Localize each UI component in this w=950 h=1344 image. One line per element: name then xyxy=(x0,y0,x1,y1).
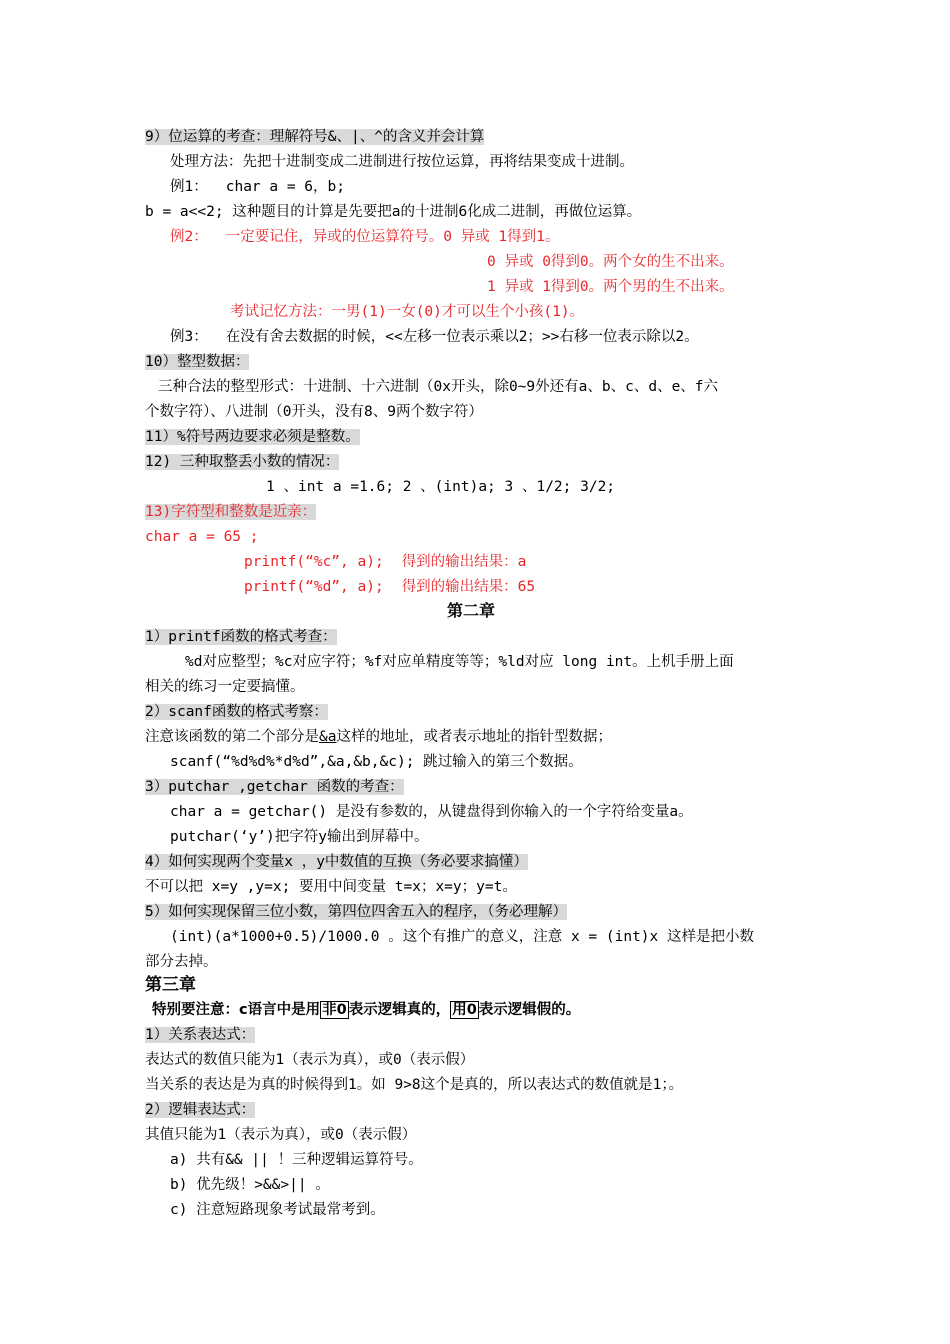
section-9-method: 处理方法：先把十进制变成二进制进行按位运算，再将结果变成十进制。 xyxy=(170,154,634,170)
section-10-line2: 个数字符）、八进制（0开头，没有8、9两个数字符） xyxy=(145,404,483,420)
ch2-q4-heading-text: 4）如何实现两个变量x ，y中数值的互换（务必要求搞懂） xyxy=(145,854,528,870)
ch2-q1-line2: 相关的练习一定要搞懂。 xyxy=(145,679,305,695)
printf-int-code: printf(“%d”, a); xyxy=(244,579,384,595)
chapter-3-title: 第三章 xyxy=(145,975,196,995)
ch2-q1-heading-text: 1）printf函数的格式考查： xyxy=(145,629,337,645)
ch3-note-part-a: 特别要注意：c语言中是用 xyxy=(152,1002,321,1018)
ch2-q3-heading-text: 3）putchar ,getchar 函数的考查： xyxy=(145,779,404,795)
example-1-code: char a = 6，b; xyxy=(225,179,345,195)
ch2-q2-line1 xyxy=(145,727,612,747)
ch3-note-part-c: 表示逻辑假的。 xyxy=(478,1002,581,1018)
ch3-note-box-nonzero: 非0 xyxy=(322,1002,347,1018)
ch3-r2-line1: 其值只能为1（表示为真），或0（表示假） xyxy=(145,1127,417,1143)
ch3-r2-heading-text: 2）逻辑表达式： xyxy=(145,1102,256,1118)
ch2-q2-heading-text: 2）scanf函数的格式考察： xyxy=(145,704,328,720)
example-2-label: 例2： xyxy=(170,229,208,245)
memory-tip: 考试记忆方法：一男(1)一女(0)才可以生个小孩(1)。 xyxy=(230,304,585,320)
ch3-note-box-zero: 用0 xyxy=(452,1002,477,1018)
printf-int-line xyxy=(244,577,535,597)
printf-char-line xyxy=(244,552,526,572)
ch2-q2-line1-pre: 注意该函数的第二个部分是 xyxy=(145,729,319,745)
section-9-heading-text: 9）位运算的考查：理解符号&、|、^的含义并会计算 xyxy=(145,129,485,145)
ch3-item-b: b) 优先级！>&&>|| 。 xyxy=(170,1177,330,1193)
example-2 xyxy=(170,227,559,247)
ch2-q5-line1: (int)(a*1000+0.5)/1000.0 。这个有推广的意义，注意 x = (int)x 这样是把小数 xyxy=(170,929,754,945)
ch2-q1-heading xyxy=(145,627,337,647)
ch3-r1-line1: 表达式的数值只能为1（表示为真），或0（表示假） xyxy=(145,1052,475,1068)
ch2-q3-line1: char a = getchar() 是没有参数的，从键盘得到你输入的一个字符给变量a。 xyxy=(170,804,693,820)
section-13-heading-text: 13)字符型和整数是近亲： xyxy=(145,504,317,520)
printf-char-code: printf(“%c”, a); xyxy=(244,554,384,570)
ch2-q2-line2: scanf(“%d%d%*d%d”,&a,&b,&c); 跳过输入的第三个数据。 xyxy=(170,754,583,770)
ch2-q3-heading xyxy=(145,777,404,797)
example-2-line3: 1 异或 1得到0。两个男的生不出来。 xyxy=(487,279,734,295)
ch2-q2-line1-underlined: &a xyxy=(319,729,337,745)
example-3 xyxy=(170,327,699,347)
ch3-important-note xyxy=(152,1000,580,1020)
example-1-label: 例1： xyxy=(170,179,208,195)
example-1 xyxy=(170,177,345,197)
section-11-heading-text: 11）%符号两边要求必须是整数。 xyxy=(145,429,360,445)
ch2-q2-line1-post: 这样的地址，或者表示地址的指针型数据； xyxy=(336,729,612,745)
ch2-q4-heading xyxy=(145,852,528,872)
ch3-item-a: a) 共有&& || ！三种逻辑运算符号。 xyxy=(170,1152,423,1168)
ch2-q2-heading xyxy=(145,702,328,722)
section-9-heading xyxy=(145,127,484,147)
example-3-label: 例3： xyxy=(170,329,208,345)
example-1-line2: b = a<<2; 这种题目的计算是先要把a的十进制6化成二进制，再做位运算。 xyxy=(145,204,642,220)
section-12-heading xyxy=(145,452,339,472)
section-12-heading-text: 12) 三种取整丢小数的情况： xyxy=(145,454,340,470)
ch2-q1-line1: %d对应整型；%c对应字符；%f对应单精度等等；%ld对应 long int。上机手册上面 xyxy=(185,654,734,670)
section-13-decl: char a = 65 ; xyxy=(145,529,259,545)
section-12-cases: 1 、int a =1.6; 2 、(int)a; 3 、1/2; 3/2; xyxy=(266,479,616,495)
ch3-note-part-b: 表示逻辑真的， xyxy=(348,1002,451,1018)
section-13-heading xyxy=(145,502,316,522)
ch2-q5-heading-text: 5）如何实现保留三位小数，第四位四舍五入的程序，（务必理解） xyxy=(145,904,567,920)
ch3-r1-heading-text: 1）关系表达式： xyxy=(145,1027,256,1043)
ch2-q3-line2: putchar(‘y’)把字符y输出到屏幕中。 xyxy=(170,829,429,845)
ch3-r1-line2: 当关系的表达是为真的时候得到1。如 9>8这个是真的，所以表达式的数值就是1；。 xyxy=(145,1077,684,1093)
ch3-r1-heading xyxy=(145,1025,255,1045)
section-10-heading xyxy=(145,352,249,372)
example-2-line2: 0 异或 0得到0。两个女的生不出来。 xyxy=(487,254,734,270)
section-11-heading xyxy=(145,427,360,447)
section-10-line1: 三种合法的整型形式：十进制、十六进制（0x开头，除0~9外还有a、b、c、d、e、f六 xyxy=(158,379,719,395)
example-3-text: 在没有舍去数据的时候，<<左移一位表示乘以2；>>右移一位表示除以2。 xyxy=(225,329,699,345)
ch2-q5-heading xyxy=(145,902,567,922)
ch3-r2-heading xyxy=(145,1100,255,1120)
printf-char-result: 得到的输出结果：a xyxy=(401,554,527,570)
ch2-q4-line1: 不可以把 x=y ,y=x; 要用中间变量 t=x；x=y；y=t。 xyxy=(145,879,517,895)
chapter-2-title: 第二章 xyxy=(447,601,496,620)
section-10-heading-text: 10）整型数据： xyxy=(145,354,250,370)
ch3-item-c: c) 注意短路现象考试最常考到。 xyxy=(170,1202,385,1218)
ch2-q5-line2: 部分去掉。 xyxy=(145,954,218,970)
example-2-text: 一定要记住，异或的位运算符号。0 异或 1得到1。 xyxy=(225,229,560,245)
printf-int-result: 得到的输出结果：65 xyxy=(401,579,536,595)
